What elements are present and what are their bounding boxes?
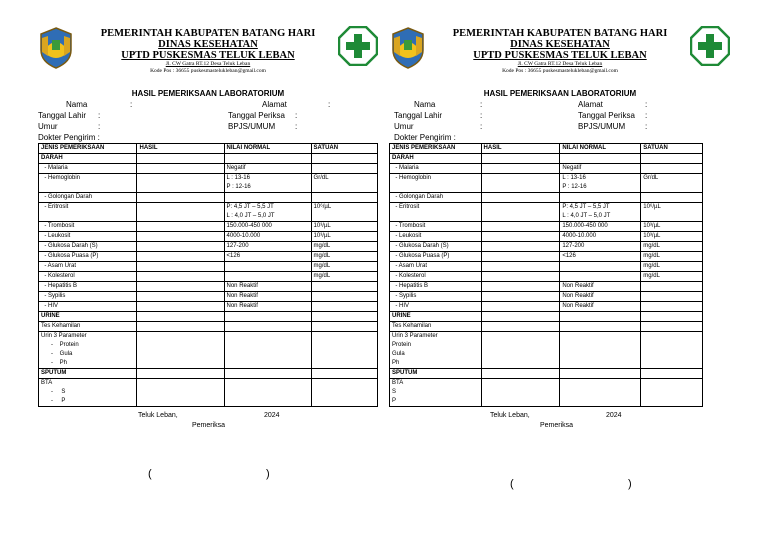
result-cell[interactable]	[137, 252, 224, 262]
colon: :	[295, 111, 298, 120]
clinic-name: UPTD PUSKESMAS TELUK LEBAN	[473, 50, 647, 61]
letterhead-text	[82, 28, 334, 75]
puskesmas-cross-icon	[338, 26, 378, 66]
letterhead-text	[434, 28, 686, 75]
label-umur: Umur	[38, 122, 58, 131]
colon: :	[645, 122, 648, 131]
table-row: - Malaria Negatif	[39, 164, 378, 174]
result-cell[interactable]	[481, 322, 560, 332]
col-header-nilai-normal: NILAI NORMAL	[560, 144, 641, 154]
colon: :	[480, 122, 483, 131]
table-row: - HIV Non Reaktif	[390, 302, 703, 312]
table-row: BTA - S - P	[39, 379, 378, 407]
result-cell[interactable]	[481, 379, 560, 407]
table-row: - Leukosit 4000-10.000 10³/µL	[39, 232, 378, 242]
footer-pemeriksa: Pemeriksa	[192, 422, 226, 429]
result-cell[interactable]	[481, 242, 560, 252]
footer-year: 2024	[606, 412, 622, 419]
table-row: Urin 3 Parameter Protein Gula Ph	[390, 332, 703, 369]
lab-results-table	[38, 143, 378, 407]
table-row: Tes Kehamilan	[390, 322, 703, 332]
result-cell[interactable]	[481, 282, 560, 292]
label-tanggal-periksa: Tanggal Periksa	[228, 111, 285, 120]
table-row: - Glukosa Darah (S) 127-200 mg/dL	[390, 242, 703, 252]
result-cell[interactable]	[137, 164, 224, 174]
table-row: - Leukosit 4000-10.000 10³/µL	[390, 232, 703, 242]
label-bpjs: BPJS/UMUM	[228, 122, 276, 131]
table-row: - Golongan Darah	[390, 193, 703, 203]
result-cell[interactable]	[481, 302, 560, 312]
result-cell[interactable]	[137, 379, 224, 407]
col-header-satuan: SATUAN	[641, 144, 703, 154]
colon: :	[480, 100, 483, 109]
department-name: DINAS KESEHATAN	[510, 39, 610, 50]
puskesmas-cross-icon	[690, 26, 730, 66]
section-urine: URINE	[390, 312, 703, 322]
table-row: - Hemoglobin L : 13-16 P : 12-16 Gr/dL	[39, 174, 378, 193]
label-alamat: Alamat	[262, 100, 287, 109]
label-umur: Umur	[394, 122, 414, 131]
gov-name: PEMERINTAH KABUPATEN BATANG HARI	[452, 28, 668, 39]
result-cell[interactable]	[137, 193, 224, 203]
clinic-name: UPTD PUSKESMAS TELUK LEBAN	[121, 50, 295, 61]
col-header-satuan: SATUAN	[311, 144, 377, 154]
table-row: - Hemoglobin L : 13-16 P : 12-16 Gr/dL	[390, 174, 703, 193]
section-sputum: SPUTUM	[39, 369, 378, 379]
footer-pemeriksa: Pemeriksa	[540, 422, 574, 429]
result-cell[interactable]	[481, 193, 560, 203]
result-cell[interactable]	[137, 302, 224, 312]
result-cell[interactable]	[481, 252, 560, 262]
signature-open-paren: (	[148, 468, 152, 480]
col-header-hasil: HASIL	[137, 144, 224, 154]
clinic-contact: Kode Pos : 36655 puskesmastelukleban@gmail.com	[150, 68, 266, 74]
gov-name: PEMERINTAH KABUPATEN BATANG HARI	[100, 28, 316, 39]
label-dokter-pengirim: Dokter Pengirim :	[38, 133, 100, 142]
table-row: - Eritrosit P: 4,5 JT – 5,5 JT L : 4,0 JT – 5,0 JT 10⁶/µL	[390, 203, 703, 222]
signature-close-paren: )	[266, 468, 270, 480]
footer-place: Teluk Leban,	[490, 412, 530, 419]
table-row: - Hepatitis B Non Reaktif	[390, 282, 703, 292]
result-cell[interactable]	[481, 164, 560, 174]
table-row: - Asam Urat mg/dL	[39, 262, 378, 272]
label-nama: Nama	[66, 100, 88, 109]
table-row: - Trombosit 150.000-450 000 10³/µL	[390, 222, 703, 232]
regency-crest-icon	[38, 26, 74, 70]
letterhead	[390, 20, 730, 82]
table-row: - Asam Urat mg/dL	[390, 262, 703, 272]
label-tanggal-periksa: Tanggal Periksa	[578, 111, 635, 120]
result-cell[interactable]	[137, 322, 224, 332]
table-row: - Sypilis Non Reaktif	[390, 292, 703, 302]
col-header-jenis: JENIS PEMERIKSAAN	[390, 144, 482, 154]
table-row: - Kolesterol mg/dL	[39, 272, 378, 282]
table-row: - Trombosit 150.000-450 000 10³/µL	[39, 222, 378, 232]
letterhead	[38, 20, 378, 82]
colon: :	[645, 100, 648, 109]
col-header-jenis: JENIS PEMERIKSAAN	[39, 144, 137, 154]
footer-year: 2024	[264, 412, 280, 419]
label-bpjs: BPJS/UMUM	[578, 122, 626, 131]
table-row: - Sypilis Non Reaktif	[39, 292, 378, 302]
table-row: - HIV Non Reaktif	[39, 302, 378, 312]
table-header-row	[390, 144, 703, 154]
result-cell[interactable]	[137, 272, 224, 282]
result-cell[interactable]	[481, 174, 560, 193]
table-row: - Glukosa Darah (S) 127-200 mg/dL	[39, 242, 378, 252]
label-nama: Nama	[414, 100, 436, 109]
report-title: HASIL PEMERIKSAAN LABORATORIUM	[483, 89, 637, 98]
report-title: HASIL PEMERIKSAAN LABORATORIUM	[131, 89, 285, 98]
footer-place: Teluk Leban,	[138, 412, 178, 419]
signature-open-paren: (	[510, 478, 514, 490]
clinic-address: Jl. CW Gatra RT.12 Desa Teluk Leban	[517, 61, 603, 67]
section-sputum: SPUTUM	[390, 369, 703, 379]
clinic-address: Jl. CW Gatra RT.12 Desa Teluk Leban	[165, 61, 251, 67]
label-tanggal-lahir: Tanggal Lahir	[394, 111, 443, 120]
result-cell[interactable]	[481, 332, 560, 369]
section-darah: DARAH	[39, 154, 378, 164]
result-cell[interactable]	[137, 282, 224, 292]
label-tanggal-lahir: Tanggal Lahir	[38, 111, 87, 120]
label-dokter-pengirim: Dokter Pengirim :	[394, 133, 456, 142]
table-row: - Glukosa Puasa (P) <126 mg/dL	[390, 252, 703, 262]
colon: :	[98, 111, 101, 120]
colon: :	[645, 111, 648, 120]
clinic-contact: Kode Pos : 36655 puskesmastelukleban@gmail.com	[502, 68, 618, 74]
result-cell[interactable]	[481, 232, 560, 242]
table-row: Urin 3 Parameter - Protein - Gula - Ph	[39, 332, 378, 369]
table-row: Tes Kehamilan	[39, 322, 378, 332]
result-cell[interactable]	[137, 292, 224, 302]
label-alamat: Alamat	[578, 100, 603, 109]
result-cell[interactable]	[481, 222, 560, 232]
colon: :	[98, 122, 101, 131]
result-cell[interactable]	[481, 262, 560, 272]
col-header-hasil: HASIL	[481, 144, 560, 154]
table-row: - Glukosa Puasa (P) <126 mg/dL	[39, 252, 378, 262]
result-cell[interactable]	[137, 232, 224, 242]
result-cell[interactable]	[481, 203, 560, 222]
result-cell[interactable]	[481, 272, 560, 282]
table-row: - Kolesterol mg/dL	[390, 272, 703, 282]
section-urine: URINE	[39, 312, 378, 322]
lab-form-right	[390, 0, 730, 543]
table-row: BTA S P	[390, 379, 703, 407]
regency-crest-icon	[390, 26, 426, 70]
colon: :	[328, 100, 331, 109]
result-cell[interactable]	[137, 332, 224, 369]
table-row: - Hepatitis B Non Reaktif	[39, 282, 378, 292]
result-cell[interactable]	[137, 203, 224, 222]
result-cell[interactable]	[137, 262, 224, 272]
section-darah: DARAH	[390, 154, 703, 164]
result-cell[interactable]	[481, 292, 560, 302]
colon: :	[480, 111, 483, 120]
table-row: - Eritrosit P: 4,5 JT – 5,5 JT L : 4,0 JT – 5,0 JT 10⁶/µL	[39, 203, 378, 222]
result-cell[interactable]	[137, 222, 224, 232]
lab-form-left	[38, 0, 378, 543]
table-row: - Golongan Darah	[39, 193, 378, 203]
col-header-nilai-normal: NILAI NORMAL	[224, 144, 311, 154]
result-cell[interactable]	[137, 174, 224, 193]
colon: :	[130, 100, 133, 109]
department-name: DINAS KESEHATAN	[158, 39, 258, 50]
signature-close-paren: )	[628, 478, 632, 490]
table-row: - Malaria Negatif	[390, 164, 703, 174]
lab-results-table	[389, 143, 703, 407]
result-cell[interactable]	[137, 242, 224, 252]
colon: :	[295, 122, 298, 131]
table-header-row	[39, 144, 378, 154]
